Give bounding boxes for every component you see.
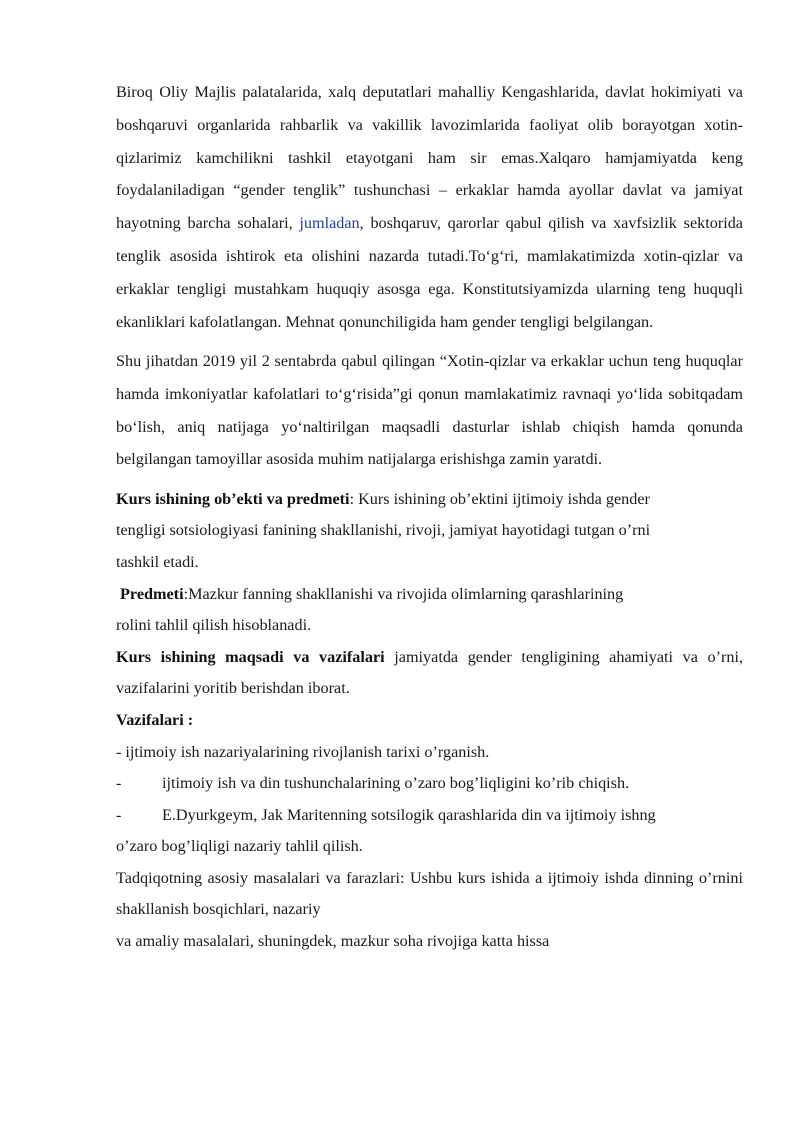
tasks-heading (116, 705, 743, 737)
object-text: : Kurs ishining ob’ektini ijtimoiy ishda gender (349, 489, 650, 508)
task-item-1: - ijtimoiy ish nazariyalarining rivojlanish tarixi o’rganish. (116, 742, 490, 761)
task-item-2 (116, 768, 743, 800)
research-text: va amaliy masalalari, shuningdek, mazkur soha rivojiga katta hissa (116, 932, 550, 951)
section-research (116, 863, 743, 958)
subject-text: rolini tahlil qilish hisoblanadi. (116, 616, 312, 635)
task-item-text: o’zaro bog’liqligi nazariy tahlil qilish. (116, 837, 363, 856)
list-dash: - (116, 774, 122, 793)
section-object-subject (116, 484, 743, 642)
object-heading: Kurs ishining ob’ekti va predmeti (116, 489, 350, 508)
paragraph-law-2019: Shu jihatdan 2019 yil 2 sentabrda qabul qilingan “Xotin-qizlar va erkaklar uchun teng huquqlar hamda imkoniyatlar kafolatlari to‘g‘risida”gi qonun mamlakatimiz ravnaqi yo‘lida sobitqadam bo‘lish, aniq natijaga yo‘naltirilgan maqsadli dasturlar ishlab chiqish hamda qonunda belgilangan tamoyillar asosida muhim natijalarga erishishga zamin yaratdi. (116, 352, 743, 469)
paragraph-text: , boshqaruv, qarorlar qabul qilish va xavfsizlik sektorida tenglik asosida ishtirok eta olishini nazarda tutadi.To‘g‘ri, mamlakatimizda xotin-qizlar va erkaklar tengligi mustahkam huquqiy asosga ega. Konstitutsiyamizda ularning teng huquqli ekanliklari kafolatlangan. Mehnat qonunchiligida ham gender tengligi belgilangan. (116, 214, 743, 331)
tasks-heading-label: Vazifalari : (116, 710, 194, 729)
goal-text: jamiyatda gender tengligining ahamiyati va o’rni, vazifalarini yoritib berishdan iborat. (116, 647, 743, 698)
task-item-3 (116, 800, 743, 863)
document-body (116, 76, 743, 958)
research-text: Tadqiqotning asosiy masalalari va farazlari: Ushbu kurs ishida a ijtimoiy ishda dinning o’rnini shakllanish bosqichlari, nazariy (116, 868, 743, 919)
paragraph-gender-equality (116, 76, 743, 338)
link-jumladan[interactable]: jumladan (299, 214, 360, 233)
subject-text: :Mazkur fanning shakllanishi va rivojida olimlarning qarashlarining (183, 584, 624, 603)
paragraph-text: Biroq Oliy Majlis palatalarida, xalq deputatlari mahalliy Kengashlarida, davlat hokimiyati va boshqaruvi organlarida rahbarlik va vakillik lavozimlarida faoliyat olib borayotgan xotin-qizlarimiz kamchilikni tashkil etayotgani ham sir emas.Xalqaro hamjamiyatda keng foydalaniladigan “gender tenglik” tushunchasi – erkaklar hamda ayollar davlat va jamiyat hayotning barcha sohalari, (116, 83, 743, 233)
task-item-text: ijtimoiy ish va din tushunchalarining o’zaro bog’liqligini ko’rib chiqish. (162, 774, 630, 793)
section-goal (116, 642, 743, 705)
subject-heading: Predmeti (120, 584, 184, 603)
list-dash: - (116, 805, 122, 824)
goal-heading: Kurs ishining maqsadi va vazifalari (116, 647, 385, 666)
object-text: tengligi sotsiologiyasi fanining shakllanishi, rivoji, jamiyat hayotidagi tutgan o’rni (116, 521, 651, 540)
object-text: tashkil etadi. (116, 552, 199, 571)
task-item-text: E.Dyurkgeym, Jak Maritenning sotsilogik qarashlarida din va ijtimoiy ishng (162, 805, 656, 824)
